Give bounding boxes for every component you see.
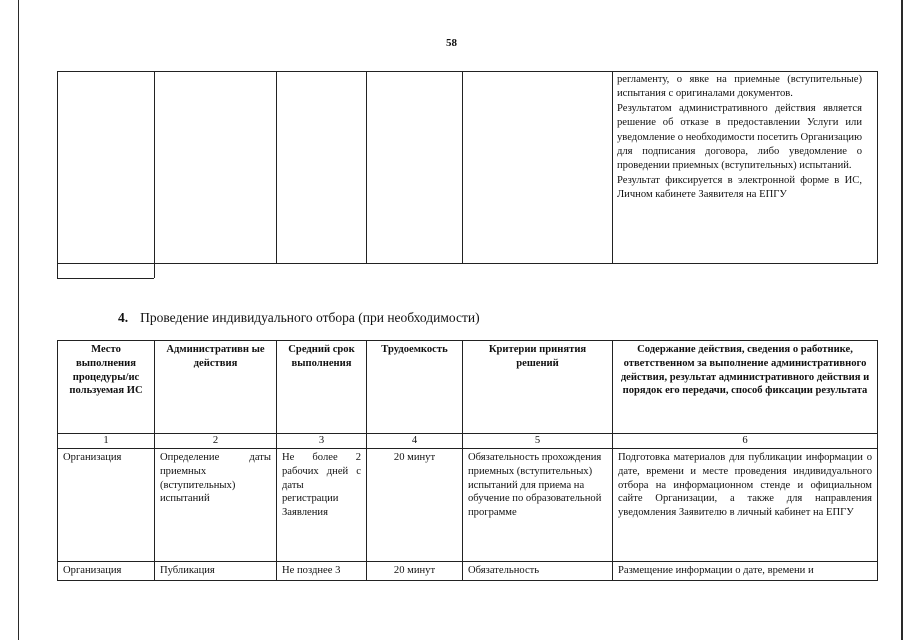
continuation-paragraph: Результат фиксируется в электронной форме в ИС, Личном кабинете Заявителя на ЕПГУ	[617, 174, 862, 201]
table-row	[58, 449, 878, 562]
header-cell: Трудоемкость	[367, 341, 463, 434]
header-cell: Критерии принятия решений	[463, 341, 613, 434]
continuation-table-left-tail	[57, 262, 58, 278]
column-number: 4	[367, 434, 463, 449]
column-number: 2	[155, 434, 277, 449]
column-number-row	[58, 434, 878, 449]
section-number: 4.	[118, 310, 129, 325]
section-title: Проведение индивидуального отбора (при необходимости)	[140, 310, 480, 325]
page-number: 58	[446, 37, 457, 49]
table-cell: Не позднее 3	[277, 562, 367, 581]
continuation-cell-text	[617, 73, 862, 203]
section-heading	[118, 310, 480, 326]
continuation-table-bottom-left	[57, 278, 154, 279]
header-cell: Средний срок выполнения	[277, 341, 367, 434]
table-cell: Размещение информации о дате, времени и	[613, 562, 878, 581]
continuation-col-divider-1	[154, 71, 155, 278]
table-cell: Организация	[58, 449, 155, 562]
table-cell: Не более 2 рабочих дней с даты регистрации Заявления	[277, 449, 367, 562]
table-cell: Обязательность	[463, 562, 613, 581]
table-cell: 20 минут	[367, 449, 463, 562]
continuation-col-divider-2	[276, 71, 277, 263]
table-cell: Обязательность прохождения приемных (вступительных) испытаний для приема на обучение по образовательной программе	[463, 449, 613, 562]
table-row	[58, 562, 878, 581]
continuation-paragraph: Результатом административного действия является решение об отказе в предоставлении Услуги или уведомление о необходимости посетить Организацию для подписания договора, либо уведомление о проведении приемных (вступительных) испытаний.	[617, 102, 862, 172]
continuation-col-divider-5	[612, 71, 613, 263]
page-right-edge	[901, 0, 903, 640]
header-cell: Содержание действия, сведения о работнике, ответственном за выполнение административного действия, результат административного действия и порядок его передачи, способ фиксации результата	[613, 341, 878, 434]
continuation-paragraph: регламенту, о явке на приемные (вступительные) испытания с оригиналами документов.	[617, 74, 862, 100]
table-cell: Публикация	[155, 562, 277, 581]
table-cell: Подготовка материалов для публикации информации о дате, времени и месте проведения индивидуального отбора на информационном стенде и официальном сайте Организации, а также для направления уведомления Заявителю в личный кабинет на ЕПГУ	[613, 449, 878, 562]
header-cell: Место выполнения процедуры/ис пользуемая ИС	[58, 341, 155, 434]
table-cell: Организация	[58, 562, 155, 581]
column-number: 6	[613, 434, 878, 449]
column-number: 3	[277, 434, 367, 449]
continuation-col-divider-4	[462, 71, 463, 263]
table-header-row	[58, 341, 878, 434]
continuation-col-divider-3	[366, 71, 367, 263]
column-number: 5	[463, 434, 613, 449]
procedure-table	[57, 340, 878, 581]
page-left-edge	[18, 0, 19, 640]
table-cell: 20 минут	[367, 562, 463, 581]
header-cell: Административн ые действия	[155, 341, 277, 434]
table-cell: Определение даты приемных (вступительных) испытаний	[155, 449, 277, 562]
column-number: 1	[58, 434, 155, 449]
